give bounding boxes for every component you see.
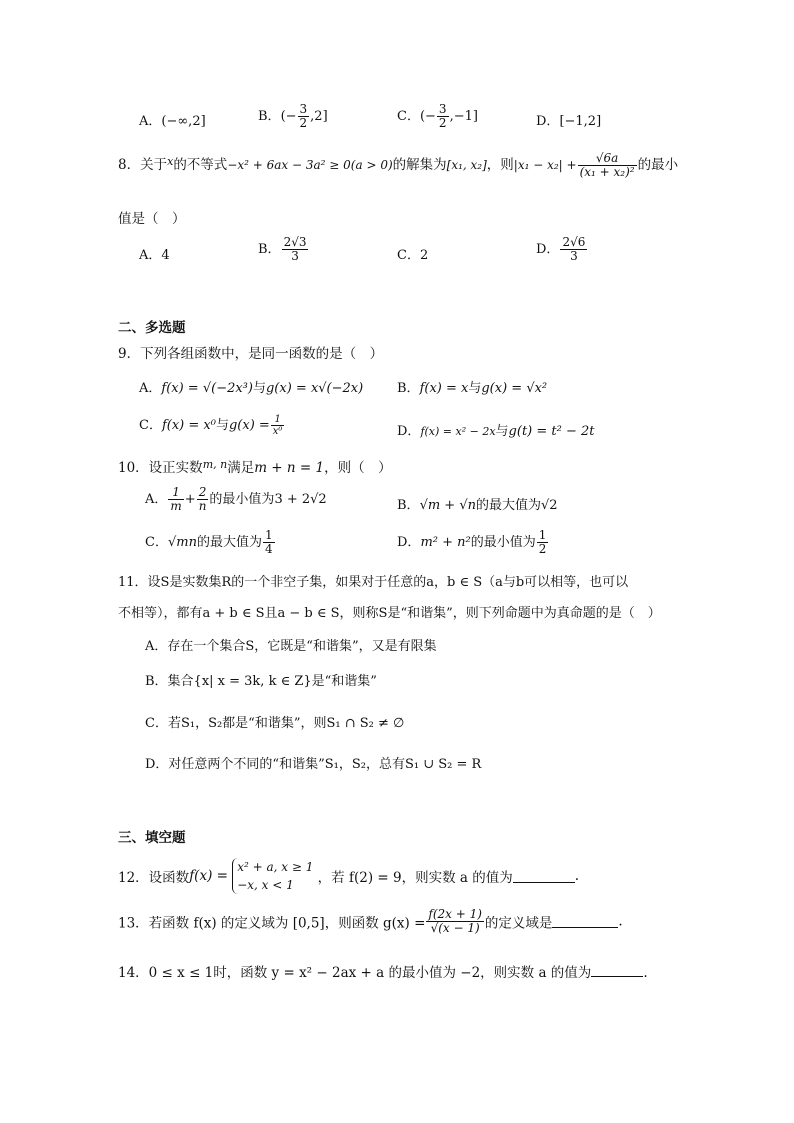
stem-text: . [643, 965, 648, 981]
q11-stem-line2: 不相等），都有a + b ∈ S且a − b ∈ S，则称S是“和谐集”，则下列命题中为真命题的是（ ） [118, 606, 661, 621]
stem-text: 14．0 ≤ x ≤ 1时，函数 y = x² − 2ax + a 的最小值为 −2，则实数 a 的值为 [118, 965, 592, 981]
q9-option-b [397, 377, 547, 396]
denominator: (x₁ + x₂)² [579, 165, 635, 179]
stem-text: . [574, 868, 579, 884]
q9-option-a [139, 377, 363, 396]
option-text: 与 [495, 424, 509, 439]
math-expr: f(x) = x⁰ [161, 418, 216, 433]
q10-stem [118, 456, 392, 476]
option-letter: C． [397, 109, 420, 124]
stem-text: ，则（ ） [324, 460, 392, 476]
stem-text: 10．设正实数 [118, 460, 203, 476]
q12-stem [118, 858, 579, 894]
fraction [426, 908, 484, 935]
option-text: 2 [419, 248, 429, 263]
q10-option-a [145, 486, 327, 513]
q8-stem [118, 152, 678, 179]
q14-stem [118, 961, 648, 981]
q8-stem-line2 [118, 207, 186, 227]
numerator: 1 [264, 528, 273, 542]
numerator: √6a [578, 152, 637, 166]
fraction [298, 103, 310, 130]
section-heading-fill-in: 三、填空题 [118, 830, 186, 846]
math-var: x [167, 155, 174, 168]
stem-text: 满足 [227, 460, 255, 476]
option-text: 的最大值为 [476, 498, 542, 513]
q8-option-b [258, 236, 309, 263]
stem-text: 关于 [140, 157, 168, 173]
section-heading-multi-choice: 二、多选题 [118, 320, 186, 336]
fraction [537, 529, 549, 556]
fraction [263, 529, 275, 556]
denominator: 3 [291, 249, 299, 263]
question-number: 8． [118, 157, 141, 173]
numerator: 2√6 [562, 235, 586, 249]
q10-option-c [145, 529, 276, 556]
math-expr: √2 [541, 498, 558, 513]
math-expr: f(x) = √(−2x³) [161, 381, 253, 396]
q7-options [0, 102, 794, 130]
option-letter: B． [397, 498, 420, 513]
numerator: 3 [299, 102, 308, 116]
q8-option-d [536, 236, 588, 263]
option-text: 4 [161, 248, 170, 263]
math-expr: √m + √n [419, 498, 476, 513]
math-expr: −x² + 6ax − 3a² ≥ 0 [227, 158, 351, 172]
math-var: m, n [202, 458, 228, 471]
option-letter: A． [139, 114, 162, 129]
q9-option-c [139, 414, 285, 437]
q11-option-d: D．对任意两个不同的“和谐集”S₁，S₂，总有S₁ ∪ S₂ = R [145, 757, 482, 772]
stem-text: 值是（ ） [118, 211, 186, 227]
q9-stem: 9．下列各组函数中，是同一函数的是（ ） [118, 346, 384, 362]
q7-option-a [139, 110, 206, 129]
math-expr: g(t) = t² − 2t [508, 424, 595, 439]
option-text: (−∞,2] [161, 114, 206, 129]
stem-text: 的定义域是 [484, 915, 553, 932]
option-text: 与 [215, 418, 229, 433]
denominator: 3 [570, 249, 578, 263]
option-letter: A． [139, 248, 162, 263]
stem-text: 13．若函数 f(x) 的定义域为 [0,5]，则函数 g(x) = [118, 915, 426, 932]
math-expr: (a > 0) [350, 158, 393, 172]
math-expr: g(x) = x√(−2x) [265, 381, 364, 396]
option-letter: B． [258, 109, 281, 124]
q8-option-c [397, 244, 428, 263]
option-text: [−1,2] [559, 114, 602, 129]
q7-option-d [536, 110, 601, 129]
math-expr: |x₁ − x₂| + [513, 158, 577, 172]
numerator: 2 [197, 486, 209, 500]
denominator: m [170, 499, 182, 513]
option-letter: D． [536, 242, 560, 257]
stem-text: ，若 f(2) = 9，则实数 a 的值为 [317, 870, 513, 886]
fraction [578, 152, 637, 179]
numerator: 1 [538, 528, 547, 542]
option-text: 与 [468, 381, 482, 396]
math-expr: [x₁, x₂] [446, 158, 487, 172]
denominator: 2 [438, 116, 447, 130]
numerator: 2√3 [283, 235, 307, 249]
q11-stem-line1: 11．设S是实数集R的一个非空子集，如果对于任意的a，b ∈ S（a与b可以相等，也可以 [118, 575, 629, 590]
stem-text: ，则 [486, 157, 514, 173]
math-expr: f(x) = x [419, 381, 469, 396]
stem-text: 的解集为 [392, 157, 447, 173]
q8-option-a [139, 244, 170, 263]
denominator: 4 [264, 542, 273, 556]
stem-text: 的最小 [637, 157, 679, 173]
operator: + [184, 492, 196, 507]
math-expr: m² + n² [420, 535, 471, 550]
math-expr: 3 + 2√2 [274, 492, 327, 507]
q13-stem [118, 908, 623, 935]
denominator: n [198, 499, 207, 513]
math-expr: f(x) = x² − 2x [420, 425, 496, 438]
fraction [282, 236, 309, 263]
stem-text: . [618, 913, 623, 930]
option-letter: D． [397, 424, 421, 439]
denominator: 2 [538, 542, 547, 556]
piecewise-cases [232, 858, 313, 894]
math-expr: g(x) = √x² [481, 381, 548, 396]
case-line: −x, x < 1 [237, 878, 294, 892]
stem-text: 12．设函数 [118, 870, 190, 886]
numerator: f(2x + 1) [428, 907, 482, 921]
option-text: (− [419, 109, 436, 124]
denominator: √(x − 1) [430, 921, 480, 935]
case-line: x² + a, x ≥ 1 [237, 860, 314, 874]
option-letter: C． [145, 535, 168, 550]
option-letter: A． [145, 492, 168, 507]
answer-blank[interactable] [591, 964, 643, 977]
fraction [271, 414, 285, 437]
option-text: 的最大值为 [196, 535, 262, 550]
option-letter: D． [536, 114, 560, 129]
option-text: 的最小值为 [209, 492, 275, 507]
denominator: 2 [299, 116, 308, 130]
q7-option-c [397, 103, 478, 130]
numerator: 1 [271, 414, 285, 426]
q10-option-d [397, 529, 549, 556]
q11-option-a: A．存在一个集合S，它既是“和谐集”，又是有限集 [145, 639, 437, 654]
fraction [560, 236, 587, 263]
option-letter: B． [397, 381, 420, 396]
math-expr: √mn [167, 535, 197, 550]
numerator: 1 [168, 486, 183, 500]
q11-option-c: C．若S₁，S₂都是“和谐集”，则S₁ ∩ S₂ ≠ ∅ [145, 716, 405, 731]
q10-option-b [397, 494, 558, 513]
math-expr: m + n = 1 [254, 460, 325, 476]
denominator: x⁰ [272, 426, 283, 437]
option-letter: C． [139, 418, 162, 433]
answer-blank[interactable] [513, 870, 575, 883]
option-letter: C． [397, 248, 420, 263]
option-letter: A． [139, 381, 162, 396]
option-letter: B． [258, 242, 281, 257]
option-text: (− [280, 109, 297, 124]
fraction [197, 486, 209, 513]
math-expr: f(x) = [189, 868, 228, 884]
stem-text: 的不等式 [173, 157, 228, 173]
option-text: 与 [252, 381, 266, 396]
fraction [168, 486, 183, 513]
q11-option-b: B．集合{x| x = 3k, k ∈ Z}是“和谐集” [145, 674, 377, 689]
option-text: 的最小值为 [470, 535, 536, 550]
numerator: 3 [438, 102, 447, 116]
q7-option-b [258, 103, 328, 130]
option-text: ,−1] [449, 109, 478, 124]
option-letter: D． [397, 535, 421, 550]
fraction [437, 103, 449, 130]
option-text: ,2] [310, 109, 328, 124]
math-expr: g(x) = [228, 418, 270, 433]
answer-blank[interactable] [552, 915, 618, 928]
q9-option-d [397, 420, 594, 439]
q8-options [0, 235, 794, 263]
